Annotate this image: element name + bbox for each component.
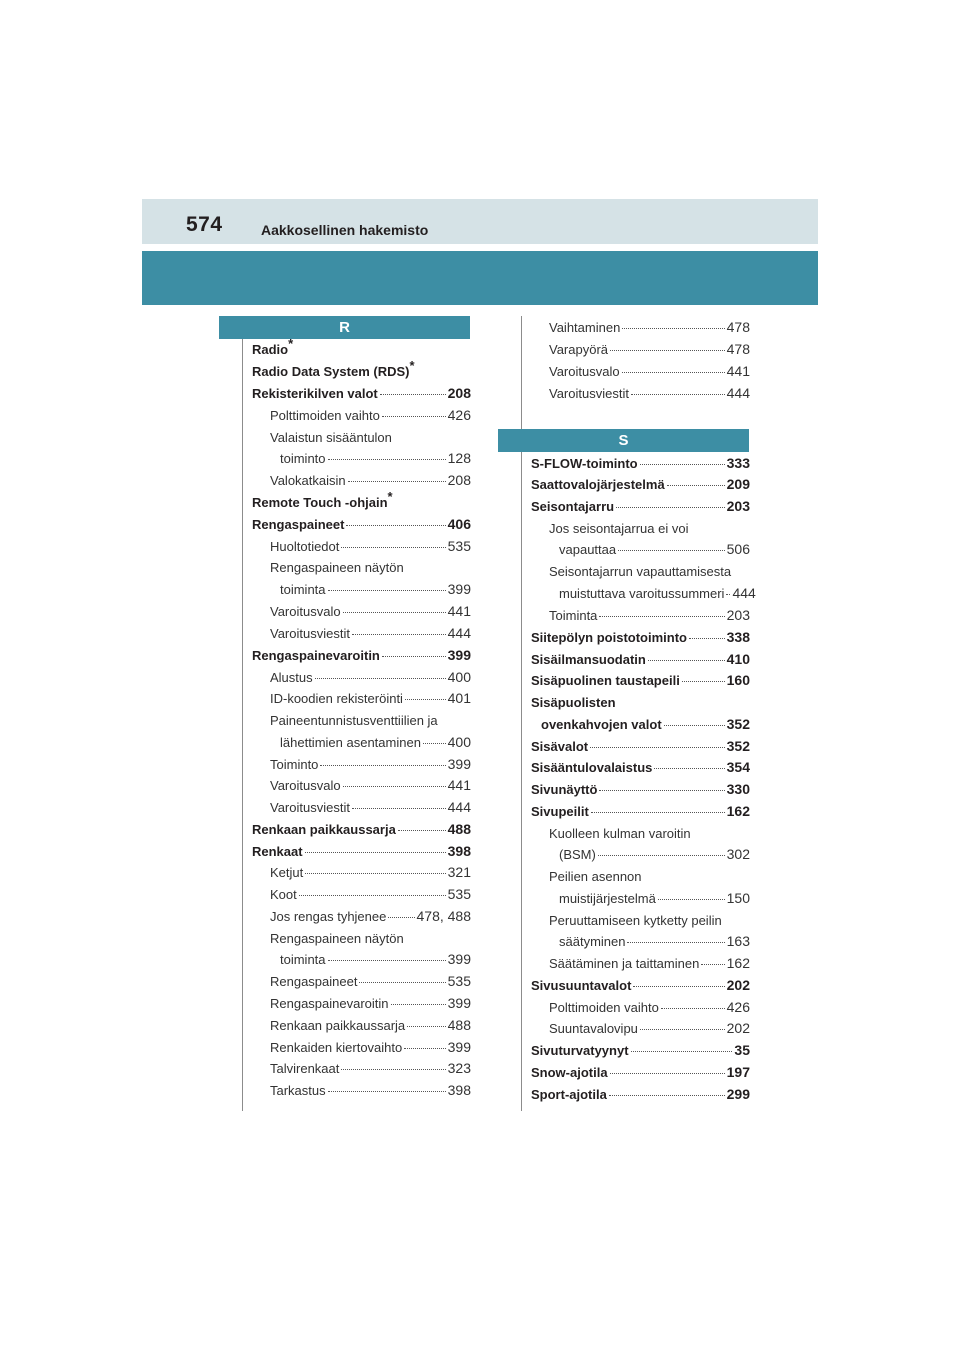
entry-label: Valokatkaisin — [270, 473, 346, 488]
dot-leader — [598, 855, 725, 856]
entry-label: säätyminen — [559, 934, 626, 949]
dot-leader — [648, 660, 725, 661]
index-entry[interactable] — [252, 819, 471, 840]
index-subentry-line: Paineentunnistusventtiilien ja — [270, 713, 438, 728]
accent-banner — [142, 251, 818, 305]
index-subentry[interactable] — [559, 888, 750, 909]
index-subentry[interactable] — [270, 1037, 471, 1058]
entry-label: toiminta — [280, 582, 326, 597]
entry-label: Varoitusvalo — [549, 364, 620, 379]
dot-leader — [359, 982, 445, 983]
index-subentry-line: Rengaspaineen näytön — [270, 931, 404, 946]
page-ref[interactable]: 426 — [726, 999, 750, 1015]
dot-leader — [640, 1029, 725, 1030]
index-entry[interactable] — [531, 779, 750, 800]
dot-leader — [591, 812, 725, 813]
dot-leader — [320, 765, 445, 766]
entry-label: Sisävalot — [531, 739, 589, 754]
entry-label: lähettimien asentaminen — [280, 735, 421, 750]
page-ref[interactable]: 399 — [447, 951, 471, 967]
optional-equipment-mark: * — [409, 358, 415, 373]
index-entry[interactable] — [531, 975, 750, 996]
index-subentry[interactable] — [270, 405, 471, 426]
page-ref[interactable]: 352 — [726, 716, 750, 732]
page-ref[interactable]: 535 — [447, 973, 471, 989]
page-ref[interactable]: 352 — [726, 738, 750, 754]
entry-label: Rengaspainevaroitin — [252, 648, 380, 663]
entry-label: (BSM) — [559, 847, 596, 862]
dot-leader — [305, 873, 445, 874]
page-number: 574 — [186, 213, 223, 236]
entry-label: Sisäpuolinen taustapeili — [531, 673, 680, 688]
index-entry-rds[interactable] — [252, 358, 415, 382]
index-subentry[interactable] — [280, 949, 471, 970]
page-ref[interactable]: 399 — [447, 647, 471, 663]
entry-label: Sisäilmansuodatin — [531, 652, 646, 667]
index-entry[interactable] — [541, 714, 750, 735]
dot-leader — [616, 507, 725, 508]
dot-leader — [664, 725, 725, 726]
entry-label: Tarkastus — [270, 1083, 326, 1098]
page-ref[interactable]: 535 — [447, 886, 471, 902]
entry-label: Saattovalojärjestelmä — [531, 477, 665, 492]
page-ref[interactable]: 444 — [447, 625, 471, 641]
index-entry[interactable] — [252, 645, 471, 666]
index-subentry[interactable] — [280, 448, 471, 469]
index-subentry[interactable] — [549, 383, 750, 404]
dot-leader — [622, 372, 725, 373]
entry-label: toiminta — [280, 952, 326, 967]
entry-label: Rengaspainevaroitin — [270, 996, 389, 1011]
page-ref[interactable]: 203 — [726, 607, 750, 623]
dot-leader — [618, 550, 725, 551]
index-subentry[interactable] — [270, 536, 471, 557]
entry-label: Suuntavalovipu — [549, 1021, 638, 1036]
entry-label: Sivunäyttö — [531, 782, 598, 797]
index-entry[interactable] — [531, 801, 750, 822]
dot-leader — [599, 790, 724, 791]
entry-label: Säätäminen ja taittaminen — [549, 956, 700, 971]
header-bar — [142, 199, 818, 244]
dot-leader — [726, 594, 730, 595]
entry-label: Jos rengas tyhjenee — [270, 909, 387, 924]
dot-leader — [654, 768, 724, 769]
index-subentry[interactable] — [270, 601, 471, 622]
page-ref[interactable]: 203 — [726, 498, 750, 514]
dot-leader — [631, 1051, 733, 1052]
page-ref[interactable]: 150 — [726, 890, 750, 906]
page-ref[interactable]: 401 — [447, 690, 471, 706]
dot-leader — [689, 638, 725, 639]
dot-leader — [305, 852, 446, 853]
dot-leader — [658, 899, 725, 900]
entry-label: Sport-ajotila — [531, 1087, 607, 1102]
optional-equipment-mark: * — [288, 336, 294, 351]
entry-label: Sivusuuntavalot — [531, 978, 632, 993]
dot-leader — [382, 656, 446, 657]
index-entry[interactable] — [531, 474, 750, 495]
left-column-rule — [242, 338, 243, 1111]
dot-leader — [328, 459, 446, 460]
page-ref[interactable]: 441 — [447, 777, 471, 793]
entry-label: Varapyörä — [549, 342, 609, 357]
page-ref[interactable]: 399 — [447, 756, 471, 772]
entry-label: Rengaspaineet — [252, 517, 345, 532]
dot-leader — [328, 960, 446, 961]
index-entry[interactable] — [531, 627, 750, 648]
index-entry[interactable] — [531, 670, 750, 691]
index-entry[interactable] — [252, 383, 471, 404]
index-subentry-line: Valaistun sisääntulon — [270, 430, 392, 445]
page-ref[interactable]: 162 — [726, 803, 750, 819]
index-entry-radio[interactable] — [252, 336, 294, 360]
page-ref[interactable]: 160 — [726, 672, 750, 688]
entry-label: ovenkahvojen valot — [541, 717, 662, 732]
page-ref[interactable]: 478, 488 — [416, 908, 471, 924]
dot-leader — [701, 964, 724, 965]
entry-label: Snow-ajotila — [531, 1065, 608, 1080]
page-title: Aakkosellinen hakemisto — [261, 222, 429, 238]
dot-leader — [631, 394, 725, 395]
dot-leader — [348, 481, 446, 482]
index-entry[interactable] — [531, 1062, 750, 1083]
dot-leader — [388, 917, 414, 918]
index-subentry[interactable] — [270, 971, 471, 992]
page-ref[interactable]: 426 — [447, 407, 471, 423]
dot-leader — [343, 786, 446, 787]
page-ref[interactable]: 208 — [447, 472, 471, 488]
page-ref[interactable]: 535 — [447, 538, 471, 554]
index-subentry[interactable] — [270, 797, 471, 818]
index-entry[interactable] — [531, 736, 750, 757]
index-subentry[interactable] — [270, 1058, 471, 1079]
page-ref[interactable]: 209 — [726, 476, 750, 492]
entry-label: muistuttava varoitussummeri — [559, 586, 725, 601]
dot-leader — [328, 1091, 446, 1092]
entry-label: Varoitusviestit — [270, 800, 350, 815]
page-ref[interactable]: 162 — [726, 955, 750, 971]
page-ref[interactable]: 128 — [447, 450, 471, 466]
index-entry-line: Sisäpuolisten — [531, 695, 616, 710]
dot-leader — [599, 616, 724, 617]
index-subentry[interactable] — [549, 361, 750, 382]
index-subentry[interactable] — [549, 953, 750, 974]
dot-leader — [609, 1095, 725, 1096]
page-ref[interactable]: 354 — [726, 759, 750, 775]
page-ref[interactable]: 410 — [726, 651, 750, 667]
index-entry-remote-touch[interactable] — [252, 489, 393, 513]
index-subentry-line: Kuolleen kulman varoitin — [549, 826, 691, 841]
index-subentry[interactable] — [559, 844, 750, 865]
entry-label: vapauttaa — [559, 542, 617, 557]
entry-label: Sivuturvatyynyt — [531, 1043, 629, 1058]
page-ref[interactable]: 488 — [447, 821, 471, 837]
entry-label: Varoitusviestit — [270, 626, 350, 641]
page-ref[interactable]: 208 — [447, 385, 471, 401]
page-ref[interactable]: 202 — [726, 1020, 750, 1036]
index-subentry[interactable] — [549, 1018, 750, 1039]
page-ref[interactable]: 302 — [726, 846, 750, 862]
page-ref[interactable]: 330 — [726, 781, 750, 797]
index-entry[interactable] — [531, 453, 750, 474]
entry-label: Ketjut — [270, 865, 304, 880]
dot-leader — [404, 1048, 445, 1049]
dot-leader — [667, 485, 725, 486]
entry-label: Huoltotiedot — [270, 539, 340, 554]
entry-label: Renkaan paikkaussarja — [270, 1018, 406, 1033]
dot-leader — [352, 634, 446, 635]
dot-leader — [622, 328, 724, 329]
entry-label: Toiminta — [549, 608, 598, 623]
entry-label: Siitepölyn poistotoiminto — [531, 630, 687, 645]
entry-label: Remote Touch -ohjain — [252, 495, 388, 510]
page-ref[interactable]: 406 — [447, 516, 471, 532]
dot-leader — [590, 747, 725, 748]
page-ref[interactable]: 400 — [447, 669, 471, 685]
dot-leader — [343, 612, 446, 613]
index-subentry[interactable] — [270, 906, 471, 927]
entry-label: Alustus — [270, 670, 313, 685]
entry-label: Rengaspaineet — [270, 974, 358, 989]
index-subentry[interactable] — [270, 1080, 471, 1101]
dot-leader — [661, 1008, 725, 1009]
entry-label: Renkaat — [252, 844, 303, 859]
entry-label: Radio — [252, 342, 289, 357]
page-ref[interactable]: 400 — [447, 734, 471, 750]
index-subentry-line: Peruuttamiseen kytketty peilin — [549, 913, 722, 928]
index-subentry[interactable] — [270, 470, 471, 491]
page-ref[interactable]: 441 — [726, 363, 750, 379]
section-header-s: S — [498, 429, 749, 452]
dot-leader — [610, 350, 725, 351]
entry-label: Koot — [270, 887, 297, 902]
page-ref[interactable]: 299 — [726, 1086, 750, 1102]
index-subentry[interactable] — [270, 688, 471, 709]
page-ref[interactable]: 398 — [447, 1082, 471, 1098]
index-subentry[interactable] — [270, 775, 471, 796]
entry-label: Toiminto — [270, 757, 319, 772]
dot-leader — [341, 547, 445, 548]
index-subentry-line: Jos seisontajarrua ei voi — [549, 521, 689, 536]
index-entry[interactable] — [531, 649, 750, 670]
page-ref[interactable]: 398 — [447, 843, 471, 859]
index-subentry-line: Seisontajarrun vapauttamisesta — [549, 564, 732, 579]
index-subentry-line: Peilien asennon — [549, 869, 642, 884]
page-ref[interactable]: 197 — [726, 1064, 750, 1080]
entry-label: Rekisterikilven valot — [252, 386, 378, 401]
dot-leader — [398, 830, 446, 831]
entry-label: ID-koodien rekisteröinti — [270, 691, 403, 706]
entry-label: Sivupeilit — [531, 804, 589, 819]
index-subentry[interactable] — [270, 884, 471, 905]
page-ref[interactable]: 35 — [734, 1042, 750, 1058]
page-ref[interactable]: 323 — [447, 1060, 471, 1076]
page-ref[interactable]: 488 — [447, 1017, 471, 1033]
page-ref[interactable]: 399 — [447, 581, 471, 597]
page-ref[interactable]: 202 — [726, 977, 750, 993]
index-entry[interactable] — [252, 514, 471, 535]
entry-label: Renkaiden kiertovaihto — [270, 1040, 403, 1055]
dot-leader — [610, 1073, 725, 1074]
dot-leader — [380, 394, 446, 395]
page-ref[interactable]: 399 — [447, 1039, 471, 1055]
dot-leader — [423, 743, 446, 744]
dot-leader — [627, 942, 724, 943]
index-subentry[interactable] — [559, 583, 756, 604]
dot-leader — [341, 1069, 445, 1070]
index-subentry[interactable] — [549, 317, 750, 338]
dot-leader — [346, 525, 445, 526]
index-subentry[interactable] — [270, 623, 471, 644]
index-subentry[interactable] — [280, 732, 471, 753]
index-entry[interactable] — [252, 841, 471, 862]
dot-leader — [382, 416, 446, 417]
entry-label: muistijärjestelmä — [559, 891, 656, 906]
entry-label: Renkaan paikkaussarja — [252, 822, 396, 837]
index-entry[interactable] — [531, 496, 750, 517]
page-ref[interactable]: 478 — [726, 341, 750, 357]
index-subentry[interactable] — [549, 997, 750, 1018]
page-ref[interactable]: 478 — [726, 319, 750, 335]
page-ref[interactable]: 444 — [732, 585, 756, 601]
entry-label: Varoitusvalo — [270, 604, 341, 619]
index-subentry[interactable] — [559, 539, 750, 560]
index-subentry-line: Rengaspaineen näytön — [270, 560, 404, 575]
page-ref[interactable]: 444 — [726, 385, 750, 401]
entry-label: Varoitusvalo — [270, 778, 341, 793]
entry-label: S-FLOW-toiminto — [531, 456, 638, 471]
page-ref[interactable]: 333 — [726, 455, 750, 471]
entry-label: Seisontajarru — [531, 499, 615, 514]
entry-label: Talvirenkaat — [270, 1061, 340, 1076]
entry-label: Polttimoiden vaihto — [270, 408, 380, 423]
index-subentry[interactable] — [270, 754, 471, 775]
index-subentry[interactable] — [270, 993, 471, 1014]
dot-leader — [391, 1004, 446, 1005]
dot-leader — [682, 681, 725, 682]
index-subentry[interactable] — [270, 667, 471, 688]
index-subentry[interactable] — [270, 862, 471, 883]
page-ref[interactable]: 338 — [726, 629, 750, 645]
index-subentry[interactable] — [549, 605, 750, 626]
entry-label: Radio Data System (RDS) — [252, 364, 410, 379]
page-ref[interactable]: 506 — [726, 541, 750, 557]
entry-label: Polttimoiden vaihto — [549, 1000, 659, 1015]
entry-label: toiminto — [280, 451, 326, 466]
dot-leader — [407, 1026, 446, 1027]
dot-leader — [315, 678, 446, 679]
dot-leader — [328, 590, 446, 591]
dot-leader — [633, 986, 724, 987]
entry-label: Sisääntulovalaistus — [531, 760, 653, 775]
index-subentry[interactable] — [559, 931, 750, 952]
dot-leader — [405, 699, 446, 700]
index-subentry[interactable] — [280, 579, 471, 600]
page-ref[interactable]: 441 — [447, 603, 471, 619]
index-entry[interactable] — [531, 1040, 750, 1061]
dot-leader — [352, 808, 446, 809]
optional-equipment-mark: * — [387, 489, 393, 504]
page-ref[interactable]: 399 — [447, 995, 471, 1011]
index-subentry[interactable] — [270, 1015, 471, 1036]
entry-label: Vaihtaminen — [549, 320, 621, 335]
index-subentry[interactable] — [549, 339, 750, 360]
section-header-r: R — [219, 316, 470, 339]
page-ref[interactable]: 321 — [447, 864, 471, 880]
dot-leader — [299, 895, 446, 896]
index-entry[interactable] — [531, 1084, 750, 1105]
page-ref[interactable]: 444 — [447, 799, 471, 815]
page-ref[interactable]: 163 — [726, 933, 750, 949]
dot-leader — [640, 464, 725, 465]
entry-label: Varoitusviestit — [549, 386, 629, 401]
index-entry[interactable] — [531, 757, 750, 778]
